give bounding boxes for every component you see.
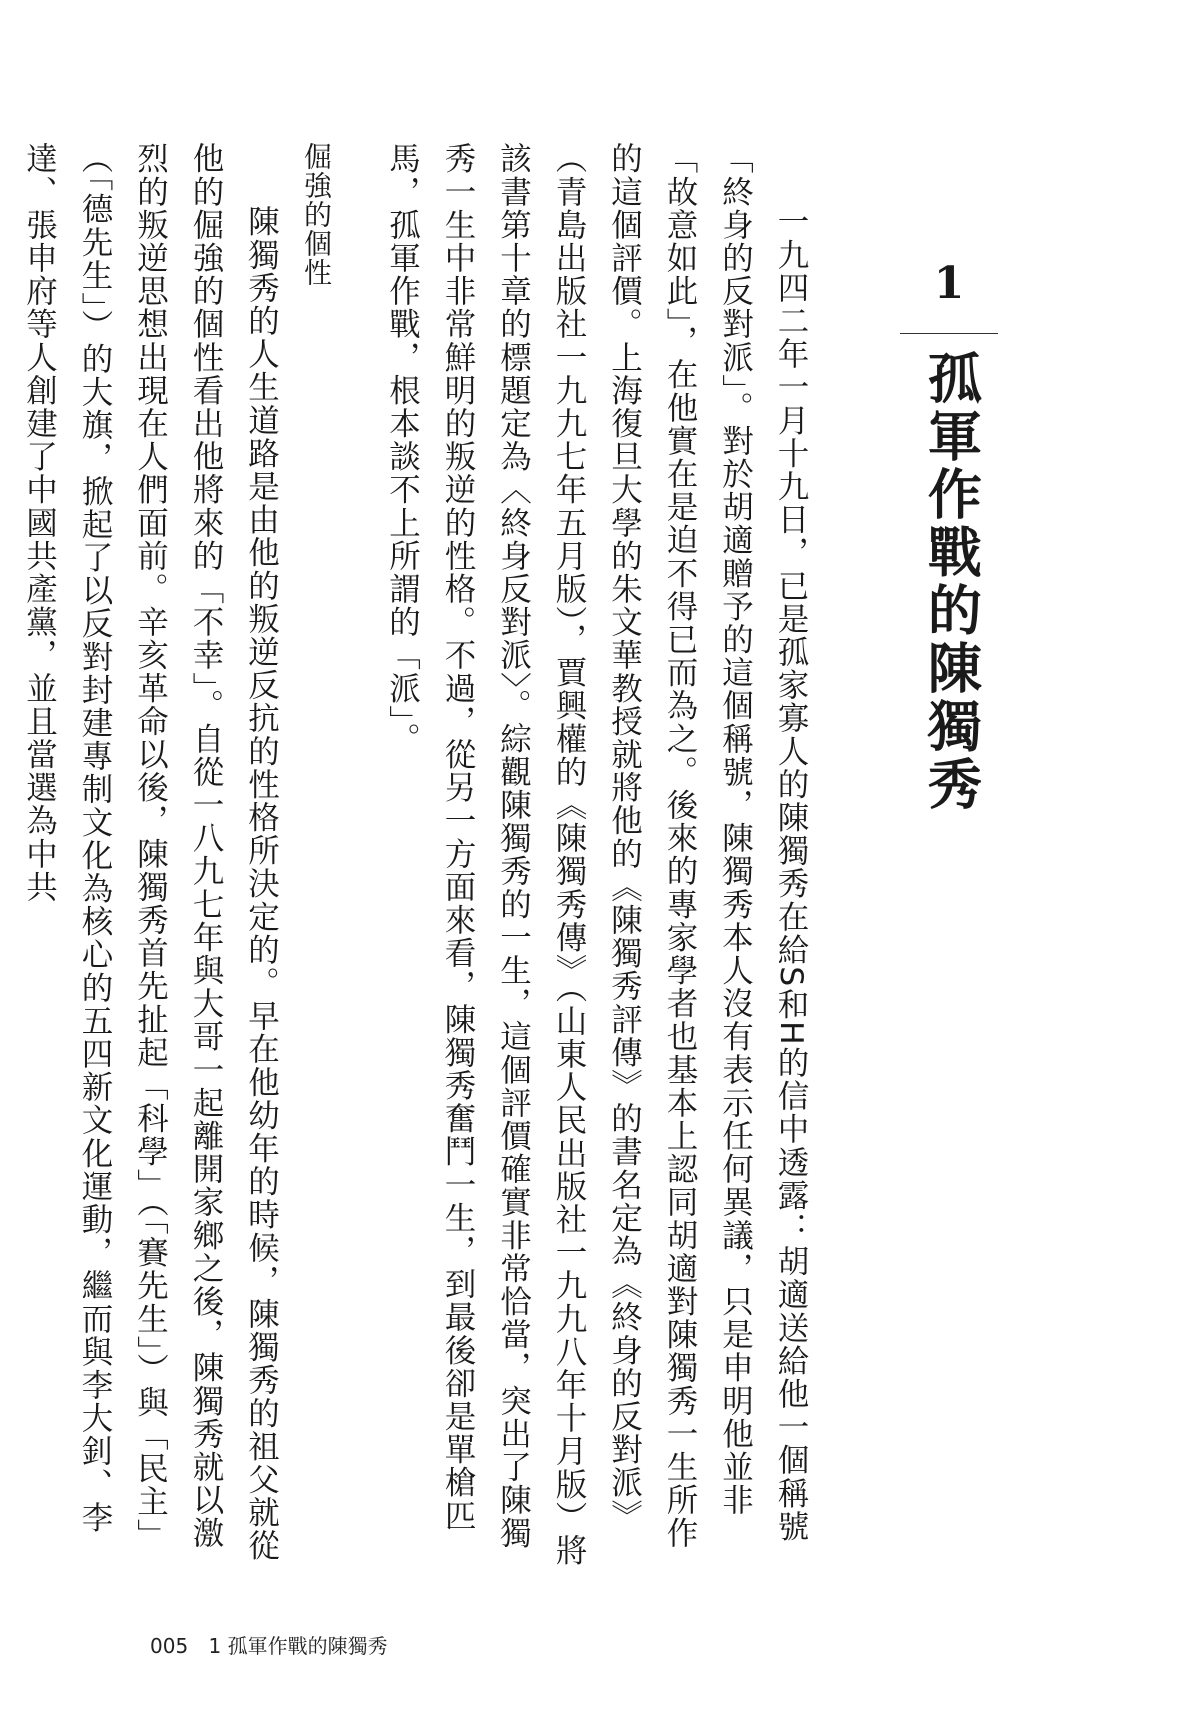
chapter-number: 1 — [933, 258, 965, 309]
section-heading: 倔強的個性 — [300, 142, 333, 287]
body-text — [21, 142, 818, 1577]
paragraph-2: 陳獨秀的人生道路是由他的叛逆反抗的性格所決定的。早在他幼年的時候，陳獨秀的祖父就從他的倔強的個性看出他將來的「不幸」。自從一八九七年與大哥一起離開家鄉之後，陳獨秀就以激烈的叛逆思想出現在人們面前。辛亥革命以後，陳獨秀首先扯起「科學」（「賽先生」）與「民主」（「德先生」）的大旗，掀起了以反對封建專制文化為核心的五四新文化運動，繼而與李大釗、李達、張申府等人創建了中國共產黨，並且當選為中共 — [21, 142, 280, 1563]
section-spacer — [344, 142, 374, 1577]
chapter-divider — [900, 333, 998, 334]
page-footer — [150, 1630, 388, 1659]
running-title: 1 孤軍作戰的陳獨秀 — [208, 1634, 388, 1658]
page-number: 005 — [150, 1634, 189, 1658]
chapter-title: 孤軍作戰的陳獨秀 — [919, 350, 983, 814]
paragraph-1: 一九四二年一月十九日，已是孤家寡人的陳獨秀在給S和H的信中透露：胡適送給他一個稱號「終身的反對派」。對於胡適贈予的這個稱號，陳獨秀本人沒有表示任何異議，只是申明他並非「故意如此」，在他實在是迫不得已而為之。後來的專家學者也基本上認同胡適對陳獨秀一生所作的這個評價。上海復旦大學的朱文華教授就將他的《陳獨秀評傳》的書名定為《終身的反對派》（青島出版社一九九七年五月版），賈興權的《陳獨秀傳》（山東人民出版社一九九八年十月版）將該書第十章的標題定為〈終身反對派〉。綜觀陳獨秀的一生，這個評價確實非常恰當，突出了陳獨秀一生中非常鮮明的叛逆的性格。不過，從另一方面來看，陳獨秀奮鬥一生，到最後卻是單槍匹馬，孤軍作戰，根本談不上所謂的「派」。 — [384, 142, 809, 1567]
